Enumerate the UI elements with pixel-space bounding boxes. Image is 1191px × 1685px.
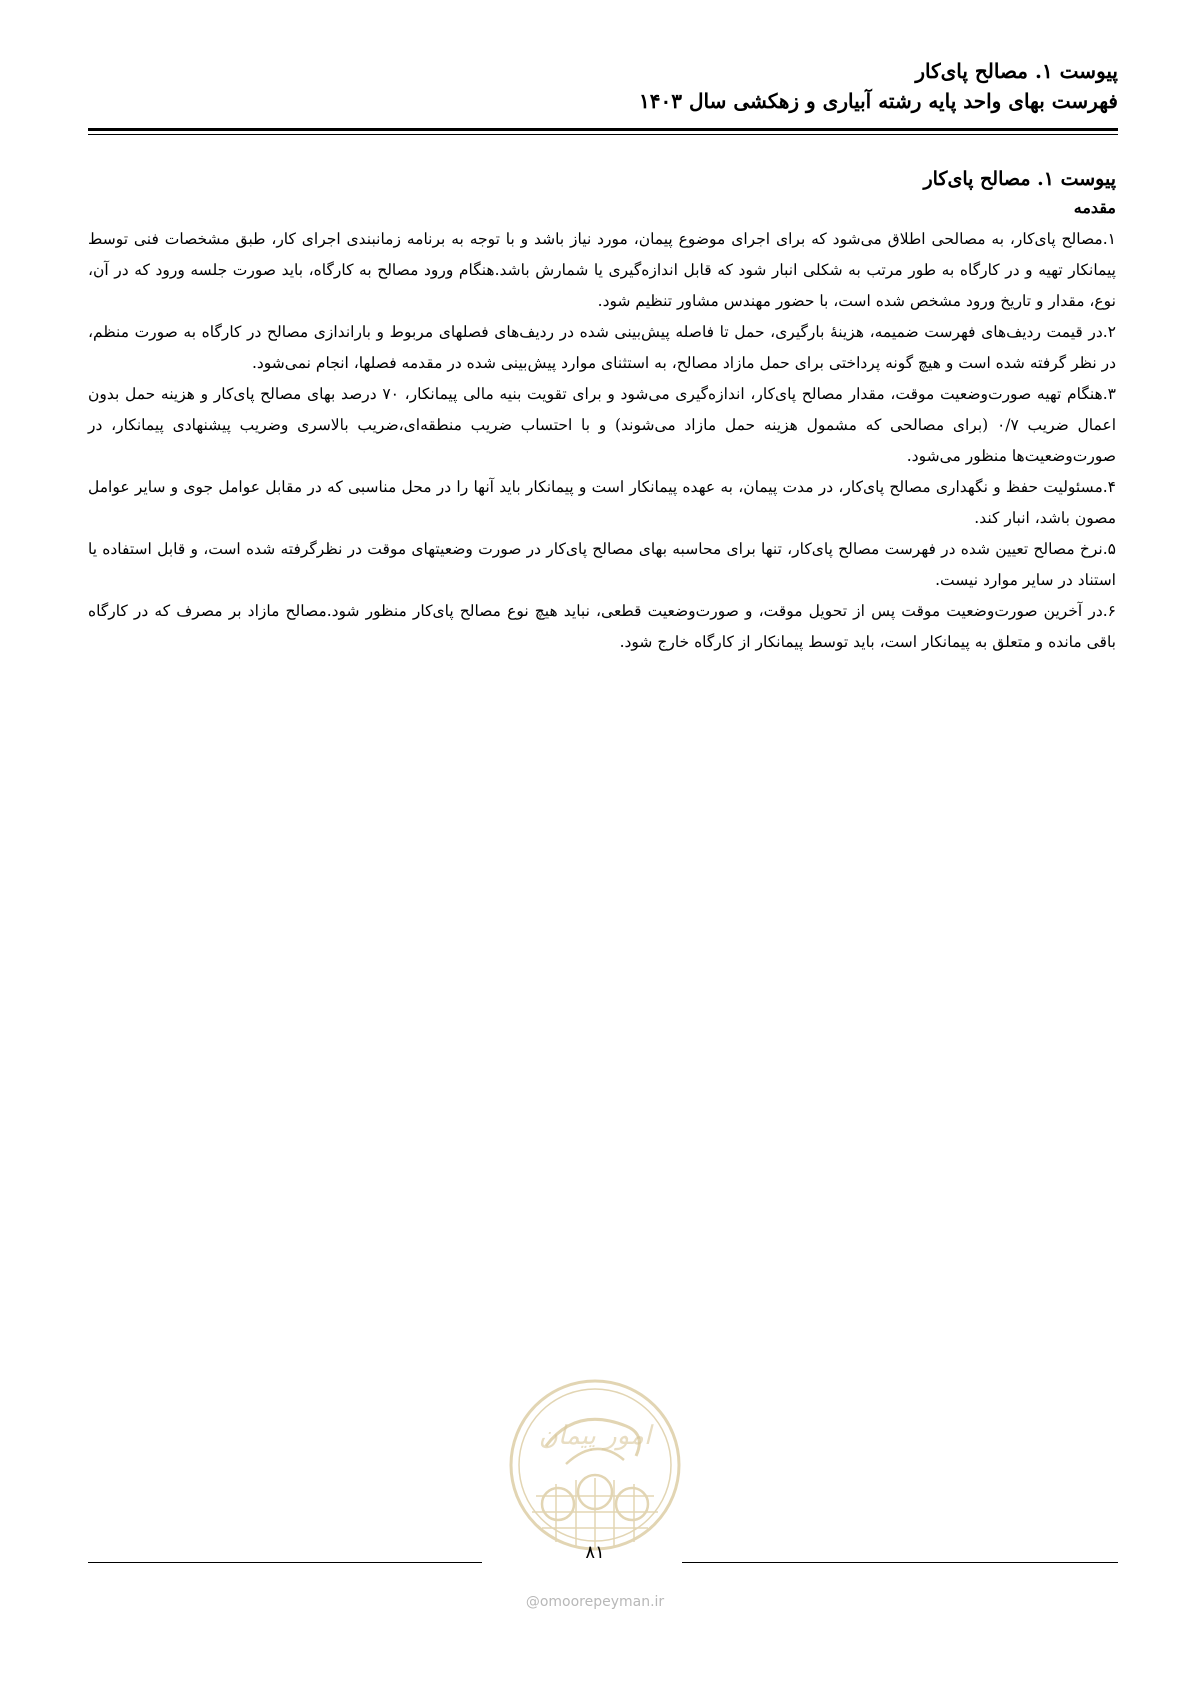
- paragraph-3: ۳.هنگام تهیه صورت‌وضعیت موقت، مقدار مصالح پای‌کار، اندازه‌گیری می‌شود و برای تقویت بنیه مالی پیمانکار، ۷۰ درصد بهای مصالح پای‌کار و هزینه حمل بدون اعمال ضریب ۰/۷ (برای مصالحی که مشمول هزینه حمل مازاد می‌شوند) و با احتساب ضریب منطقه‌ای،ضریب بالاسری وضریب پیشنهادی پیمانکار، در صورت‌وضعیت‌ها منظور می‌شود.: [88, 385, 1117, 465]
- header-rule-thin: [88, 134, 1118, 135]
- watermark-seal-logo: [506, 1376, 684, 1554]
- page-number: ۸۱: [585, 1542, 605, 1563]
- header-document-title: فهرست بهای واحد پایه رشته آبیاری و زهکشی سال ۱۴۰۳: [639, 89, 1118, 113]
- header-rule-thick: [88, 128, 1118, 131]
- footer-rule-left: [88, 1562, 482, 1563]
- seal-text: امور پیمان: [538, 1421, 652, 1451]
- section-title: پیوست ۱. مصالح پای‌کار: [923, 168, 1116, 190]
- section-subheading: مقدمه: [1073, 198, 1116, 217]
- header-appendix-title: پیوست ۱. مصالح پای‌کار: [915, 59, 1118, 83]
- watermark-url: @omoorepeyman.ir: [525, 1594, 665, 1610]
- paragraph-2: ۲.در قیمت ردیف‌های فهرست ضمیمه، هزینهٔ بارگیری، حمل تا فاصله پیش‌بینی شده در ردیف‌های فصلهای مربوط و باراندازی مصالح در کارگاه به صورت منظم، در نظر گرفته شده است و هیچ گونه پرداختی برای حمل مازاد مصالح، به استثنای موارد پیش‌بینی شده در مقدمه فصلها، انجام نمی‌شود.: [88, 323, 1116, 372]
- main-content: [88, 164, 1116, 658]
- paragraph-6: ۶.در آخرین صورت‌وضعیت موقت پس از تحویل موقت، و صورت‌وضعیت قطعی، نباید هیچ نوع مصالح پای‌کار منظور شود.مصالح مازاد بر مصرف که در کارگاه باقی مانده و متعلق به پیمانکار است، باید توسط پیمانکار از کارگاه خارج شود.: [88, 602, 1116, 651]
- page-header: [90, 56, 1118, 116]
- paragraph-5: ۵.نرخ مصالح تعیین شده در فهرست مصالح پای‌کار، تنها برای محاسبه بهای مصالح پای‌کار در صورت وضعیتهای موقت در نظرگرفته شده است، و قابل استفاده یا استناد در سایر موارد نیست.: [88, 540, 1116, 589]
- paragraph-4: ۴.مسئولیت حفظ و نگهداری مصالح پای‌کار، در مدت پیمان، به عهده پیمانکار است و پیمانکار باید آنها را در محل مناسبی که در مقابل عوامل جوی و سایر عوامل مصون باشد، انبار کند.: [88, 478, 1116, 527]
- paragraph-1: ۱.مصالح پای‌کار، به مصالحی اطلاق می‌شود که برای اجرای موضوع پیمان، مورد نیاز باشد و با توجه به برنامه زمانبندی اجرای کار، طبق مشخصات فنی توسط پیمانکار تهیه و در کارگاه به طور مرتب به شکلی انبار شود که قابل اندازه‌گیری یا شمارش باشد.هنگام ورود مصالح به کارگاه، باید صورت جلسه ورود که در آن، نوع، مقدار و تاریخ ورود مشخص شده است، با حضور مهندس مشاور تنظیم شود.: [88, 230, 1116, 310]
- footer-rule-right: [682, 1562, 1118, 1563]
